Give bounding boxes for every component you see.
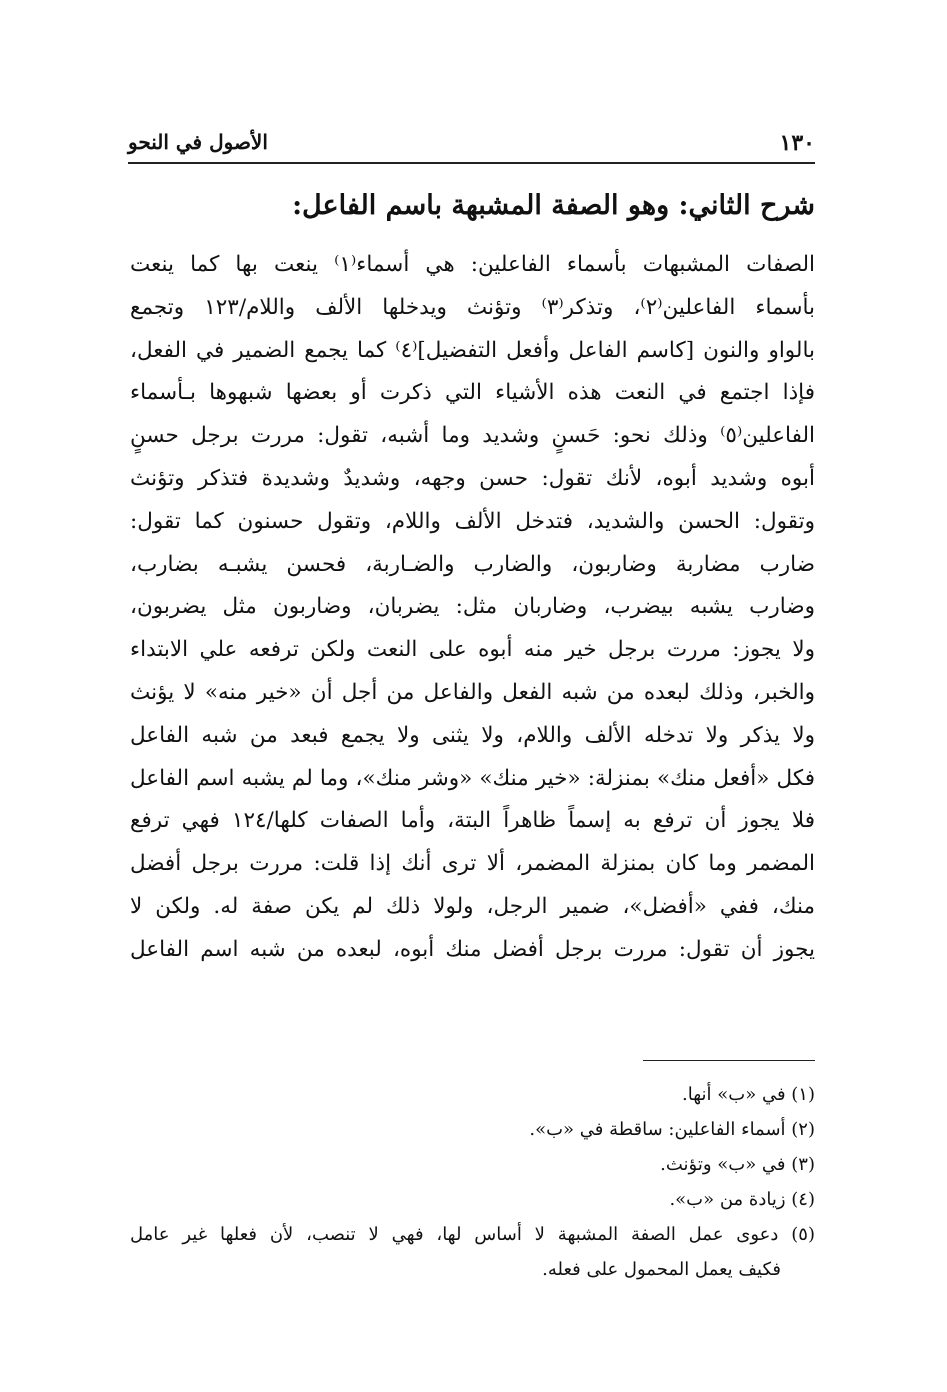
body-text [130, 244, 815, 972]
text-line: أبوه وشديد أبوه، لأنك تقول: حسن وجهه، وشديدٌ وشديدة فتذكر وتؤنث [130, 465, 815, 491]
text-line: المضمر وما كان بمنزلة المضمر، ألا ترى أنك إذا قلت: مررت برجل أفضل [130, 851, 815, 877]
page-header [128, 130, 815, 162]
text-line: منك، ففي «أفضل»، ضمير الرجل، ولولا ذلك لم يكن صفة له. ولكن لا [130, 893, 815, 919]
text-line: الفاعلين⁽٥⁾ وذلك نحو: حَسنٍ وشديد وما أشبه، تقول: مررت برجل حسنٍ [130, 423, 815, 449]
footnote-continuation: فكيف يعمل المحمول على فعله. [542, 1259, 781, 1280]
footnote: (٥) دعوى عمل الصفة المشبهة لا أساس لها، فهي لا تنصب، لأن فعلها غير عامل [130, 1224, 815, 1245]
text-line: يجوز أن تقول: مررت برجل أفضل منك أبوه، لبعده من شبه اسم الفاعل [130, 936, 815, 962]
footnote: (٣) في «ب» وتؤنث. [660, 1154, 815, 1175]
section-heading: شرح الثاني: وهو الصفة المشبهة باسم الفاعل: [292, 190, 815, 221]
text-line: ولا يذكر ولا تدخله الألف واللام، ولا يثنى ولا يجمع فبعد من شبه الفاعل [130, 722, 815, 748]
text-line: بالواو والنون [كاسم الفاعل وأفعل التفضيل]⁽٤⁾ كما يجمع الضمير في الفعل، [130, 337, 815, 363]
text-line: الصفات المشبهات بأسماء الفاعلين: هي أسماء⁽١⁾ ينعت بها كما ينعت [130, 252, 815, 277]
text-line: ولا يجوز: مررت برجل خير منه أبوه على النعت ولكن ترفعه علي الابتداء [130, 637, 815, 663]
running-title: الأصول في النحو [128, 130, 268, 154]
footnote-divider [643, 1060, 815, 1061]
header-divider [128, 162, 815, 164]
text-line: بأسماء الفاعلين⁽٢⁾، وتذكر⁽٣⁾ وتؤنث ويدخلها الألف واللام/١٢٣ وتجمع [130, 294, 816, 320]
text-line: فلا يجوز أن ترفع به إسماً ظاهراً البتة، وأما الصفات كلها/١٢٤ فهي ترفع [130, 808, 815, 834]
text-line: والخبر، وذلك لبعده من شبه الفعل والفاعل من أجل أن «خير منه» لا يؤنث [130, 679, 815, 705]
footnote: (٢) أسماء الفاعلين: ساقطة في «ب». [529, 1119, 815, 1140]
page-number: ١٣٠ [779, 130, 815, 156]
footnotes [130, 1077, 815, 1287]
footnote: (٤) زيادة من «ب». [669, 1189, 815, 1210]
footnote: (١) في «ب» أنها. [682, 1084, 815, 1105]
text-line: فكل «أفعل منك» بمنزلة: «خير منك» «وشر منك»، وما لم يشبه اسم الفاعل [130, 765, 815, 791]
text-line: ضارب مضاربة وضاربون، والضارب والضـاربة، فحسن يشبـه بضارب، [130, 551, 815, 577]
text-line: فإذا اجتمع في النعت هذه الأشياء التي ذكرت أو بعضها شبهوها بـأسماء [130, 380, 815, 406]
text-line: وتقول: الحسن والشديد، فتدخل الألف واللام، وتقول حسنون كما تقول: [130, 508, 815, 534]
text-line: وضارب يشبه بيضرب، وضاربان مثل: يضربان، وضاربون مثل يضربون، [130, 594, 815, 620]
